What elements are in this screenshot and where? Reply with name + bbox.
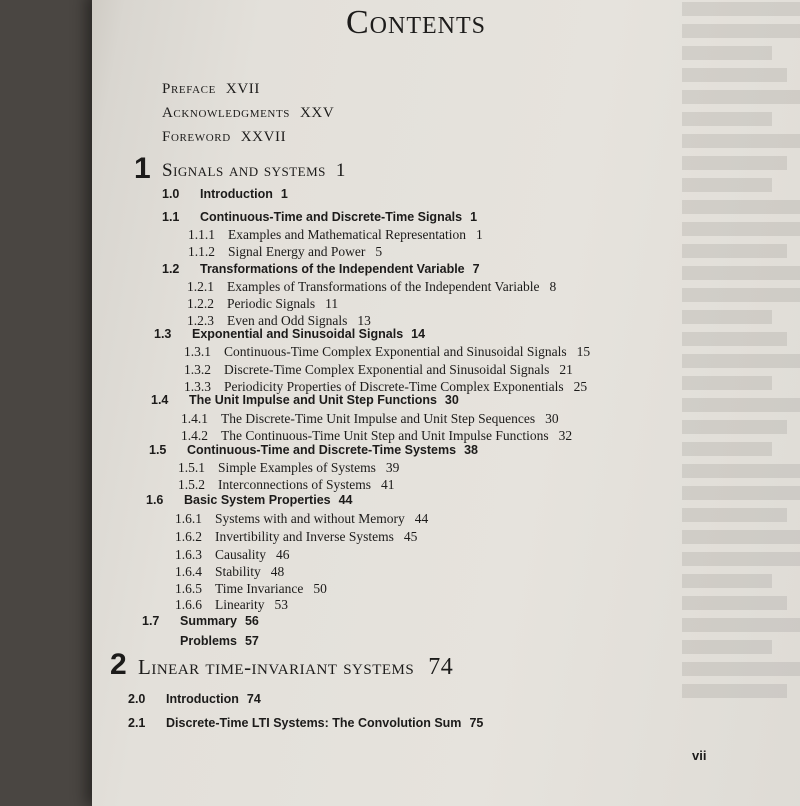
subsection-title: Continuous-Time Complex Exponential and Sinusoidal Signals (224, 344, 567, 359)
subsection-1-2-1 (187, 279, 556, 295)
subsection-1-6-1 (175, 511, 428, 527)
subsection-1-5-1 (178, 460, 399, 476)
subsection-number: 1.6.3 (175, 547, 202, 562)
front-matter-label: Acknowledgments (162, 105, 290, 121)
section-page: 7 (472, 262, 480, 276)
section-title: Transformations of the Independent Variable (200, 262, 465, 276)
section-page: 1 (470, 210, 478, 224)
section-2-1 (128, 716, 483, 730)
subsection-title: Examples and Mathematical Representation (228, 227, 467, 242)
section-1-2 (162, 262, 480, 276)
subsection-1-1-2 (188, 244, 382, 260)
subsection-title: Signal Energy and Power (228, 244, 366, 259)
subsection-number: 1.3.2 (184, 362, 211, 377)
subsection-title: Discrete-Time Complex Exponential and Sinusoidal Signals (224, 362, 550, 377)
section-title: The Unit Impulse and Unit Step Functions (189, 393, 437, 407)
subsection-page: 15 (576, 344, 591, 359)
front-matter-foreword (162, 129, 286, 146)
subsection-title: The Discrete-Time Unit Impulse and Unit Step Sequences (221, 411, 536, 426)
subsection-page: 45 (403, 529, 418, 544)
chapter-title (162, 160, 346, 182)
front-matter-preface (162, 81, 260, 98)
subsection-title: Linearity (215, 597, 265, 612)
subsection-title: Time Invariance (215, 581, 304, 596)
section-1-6 (146, 493, 353, 507)
front-matter-label: Preface (162, 81, 216, 97)
subsection-number: 1.5.1 (178, 460, 205, 475)
subsection-number: 1.6.4 (175, 564, 202, 579)
subsection-number: 1.2.1 (187, 279, 214, 294)
subsection-number: 1.6.6 (175, 597, 202, 612)
section-number: 1.5 (149, 443, 167, 457)
chapter-title-text: Signals and systems (162, 160, 326, 181)
section-number: 1.0 (162, 187, 180, 201)
subsection-1-6-5 (175, 581, 327, 597)
subsection-number: 1.1.1 (188, 227, 215, 242)
front-matter-label: Foreword (162, 129, 231, 145)
section-2-0 (128, 692, 261, 706)
section-page: 75 (469, 716, 484, 730)
section-page: 56 (244, 614, 259, 628)
subsection-title: Periodicity Properties of Discrete-Time Complex Exponentials (224, 379, 564, 394)
page-folio: vii (692, 748, 707, 763)
section-number: 2.1 (128, 716, 146, 730)
subsection-page: 30 (545, 411, 559, 426)
front-matter-page: XXVII (240, 129, 287, 145)
section-1-0 (162, 187, 288, 201)
section-title: Discrete-Time LTI Systems: The Convolution Sum (166, 716, 462, 730)
section-1-7 (142, 614, 259, 628)
subsection-number: 1.1.2 (188, 244, 215, 259)
section-number: 1.6 (146, 493, 164, 507)
section-number: 1.7 (142, 614, 160, 628)
subsection-number: 1.2.3 (187, 313, 214, 328)
subsection-number: 1.6.2 (175, 529, 202, 544)
section-1-4 (151, 393, 459, 407)
subsection-page: 53 (274, 597, 288, 612)
front-matter-page: XVII (225, 81, 260, 97)
subsection-number: 1.4.1 (181, 411, 208, 426)
section-1-1 (162, 210, 477, 224)
section-1-5 (149, 443, 478, 457)
section-title: Introduction (200, 187, 273, 201)
bleed-through-text (682, 0, 800, 806)
section-title: Continuous-Time and Discrete-Time Signals (200, 210, 463, 224)
subsection-number: 1.5.2 (178, 477, 205, 492)
subsection-1-3-1 (184, 344, 590, 360)
section-number: 1.1 (162, 210, 180, 224)
section-page: 57 (244, 634, 259, 648)
section-number: 1.3 (154, 327, 172, 341)
subsection-1-6-6 (175, 597, 288, 613)
subsection-1-4-2 (181, 428, 572, 444)
section-title: Basic System Properties (184, 493, 331, 507)
section-page: 14 (411, 327, 426, 341)
subsection-title: Stability (215, 564, 261, 579)
subsection-1-6-2 (175, 529, 417, 545)
subsection-page: 21 (559, 362, 573, 377)
subsection-page: 13 (357, 313, 371, 328)
subsection-page: 1 (476, 227, 483, 242)
subsection-page: 46 (276, 547, 290, 562)
subsection-number: 1.3.3 (184, 379, 211, 394)
subsection-page: 5 (375, 244, 383, 259)
section-number: 1.4 (151, 393, 169, 407)
subsection-title: Invertibility and Inverse Systems (215, 529, 394, 544)
section-title: Problems (180, 634, 237, 648)
subsection-page: 50 (313, 581, 327, 596)
page-title: Contents (346, 4, 487, 41)
section-title: Summary (180, 614, 237, 628)
chapter-title (138, 654, 453, 681)
subsection-1-6-3 (175, 547, 290, 563)
subsection-title: Causality (215, 547, 266, 562)
section-problems (142, 634, 259, 648)
subsection-page: 48 (270, 564, 285, 579)
subsection-1-1-1 (188, 227, 483, 243)
chapter-page: 74 (428, 654, 454, 680)
subsection-title: Systems with and without Memory (215, 511, 405, 526)
subsection-page: 41 (380, 477, 395, 492)
subsection-title: Examples of Transformations of the Independent Variable (227, 279, 540, 294)
subsection-page: 25 (573, 379, 588, 394)
subsection-title: Simple Examples of Systems (218, 460, 376, 475)
section-page: 1 (280, 187, 288, 201)
subsection-1-4-1 (181, 411, 559, 427)
section-number: 1.2 (162, 262, 180, 276)
subsection-number: 1.3.1 (184, 344, 211, 359)
section-page: 38 (464, 443, 478, 457)
subsection-1-3-2 (184, 362, 573, 378)
section-page: 44 (338, 493, 353, 507)
subsection-title: The Continuous-Time Unit Step and Unit Impulse Functions (221, 428, 549, 443)
subsection-title: Even and Odd Signals (227, 313, 348, 328)
subsection-page: 44 (414, 511, 429, 526)
book-page (92, 0, 800, 806)
subsection-1-6-4 (175, 564, 284, 580)
subsection-number: 1.4.2 (181, 428, 208, 443)
subsection-title: Interconnections of Systems (218, 477, 371, 492)
subsection-page: 8 (549, 279, 557, 294)
subsection-number: 1.6.1 (175, 511, 202, 526)
subsection-number: 1.2.2 (187, 296, 214, 311)
section-page: 74 (246, 692, 261, 706)
subsection-page: 11 (325, 296, 339, 311)
section-title: Exponential and Sinusoidal Signals (192, 327, 404, 341)
chapter-title-text: Linear time-invariant systems (138, 655, 415, 679)
section-title: Introduction (166, 692, 239, 706)
subsection-1-2-2 (187, 296, 338, 312)
section-page: 30 (444, 393, 459, 407)
front-matter-acknowledgments (162, 105, 334, 122)
subsection-title: Periodic Signals (227, 296, 316, 311)
subsection-1-5-2 (178, 477, 394, 493)
chapter-number: 1 (134, 152, 151, 185)
front-matter-page: XXV (300, 105, 335, 121)
chapter-page: 1 (335, 160, 346, 181)
section-number: 2.0 (128, 692, 146, 706)
subsection-page: 39 (385, 460, 400, 475)
subsection-page: 32 (558, 428, 573, 443)
subsection-number: 1.6.5 (175, 581, 202, 596)
section-1-3 (154, 327, 425, 341)
chapter-number: 2 (110, 648, 127, 681)
section-title: Continuous-Time and Discrete-Time Systems (187, 443, 457, 457)
